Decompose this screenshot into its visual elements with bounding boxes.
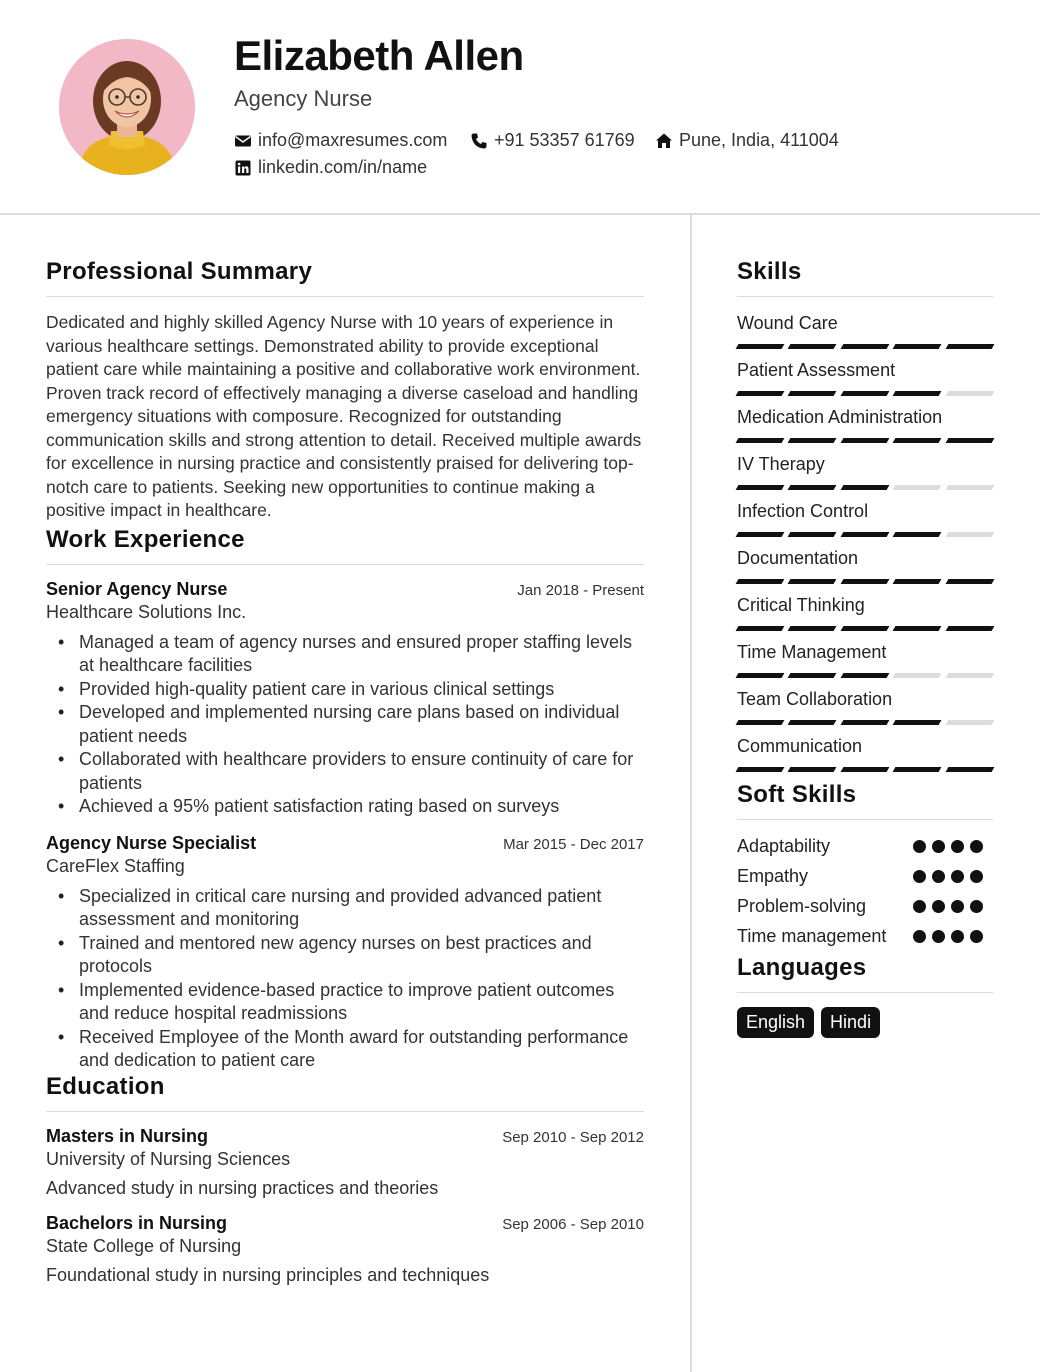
skill-level-segment bbox=[840, 626, 889, 631]
school-name: State College of Nursing bbox=[46, 1235, 242, 1256]
side-column bbox=[737, 258, 993, 1038]
skill-level-segment bbox=[736, 579, 785, 584]
skill-level-bar bbox=[737, 344, 993, 349]
education-entry bbox=[46, 1213, 644, 1286]
job-bullet: • Received Employee of the Month award for outstanding performance and dedication to patient care bbox=[46, 1026, 644, 1073]
skill-level-segment bbox=[736, 485, 785, 490]
soft-skill-rating bbox=[913, 840, 993, 853]
skill-name: Medication Administration bbox=[737, 407, 943, 427]
skill-level-segment bbox=[840, 485, 889, 490]
soft-skills-heading: Soft Skills bbox=[737, 781, 993, 820]
skill-name: Patient Assessment bbox=[737, 360, 896, 380]
skill-item bbox=[737, 311, 993, 349]
soft-skill-item bbox=[737, 834, 993, 864]
education-description: Advanced study in nursing practices and theories bbox=[46, 1177, 439, 1198]
skill-level-segment bbox=[893, 532, 942, 537]
skill-level-bar bbox=[737, 626, 993, 631]
summary-heading: Professional Summary bbox=[46, 258, 644, 297]
rating-dot bbox=[932, 870, 945, 883]
skill-level-segment bbox=[736, 438, 785, 443]
skill-level-bar bbox=[737, 579, 993, 584]
skill-name: Communication bbox=[737, 736, 863, 756]
skill-level-segment bbox=[893, 579, 942, 584]
skill-level-segment bbox=[736, 626, 785, 631]
skill-level-segment bbox=[840, 579, 889, 584]
skill-name: Wound Care bbox=[737, 313, 838, 333]
skill-level-segment bbox=[840, 438, 889, 443]
skill-level-segment bbox=[945, 438, 994, 443]
education-date: Sep 2010 - Sep 2012 bbox=[502, 1128, 644, 1146]
skill-level-segment bbox=[736, 391, 785, 396]
skill-level-segment bbox=[788, 767, 837, 772]
rating-dot bbox=[970, 870, 983, 883]
skill-item bbox=[737, 358, 993, 396]
skill-level-segment bbox=[893, 391, 942, 396]
skill-level-bar bbox=[737, 485, 993, 490]
skill-level-segment bbox=[788, 438, 837, 443]
skill-level-segment bbox=[893, 720, 942, 725]
skill-level-segment bbox=[788, 626, 837, 631]
soft-skill-name: Time management bbox=[737, 926, 887, 946]
linkedin-text: linkedin.com/in/name bbox=[258, 157, 428, 177]
rating-dot bbox=[913, 930, 926, 943]
rating-dot bbox=[932, 840, 945, 853]
summary-text: Dedicated and highly skilled Agency Nurse with 10 years of experience in various healthcare settings. Demonstrated ability to provide exceptional patient care while maintaining a positive and collaborative work environment. Proven track record of effectively managing a diverse caseload and handling emergency situations with composure. Recognized for outstanding communication skills and strong attention to detail. Received multiple awards for excellence in nursing practice and consistently praised for delivering top-notch care to patients. Seeking new opportunities to continue making a positive impact in healthcare. bbox=[46, 312, 642, 520]
education-entry bbox=[46, 1126, 644, 1199]
education-section bbox=[46, 1073, 644, 1286]
profile-photo bbox=[59, 39, 195, 175]
experience-section bbox=[46, 526, 644, 1073]
soft-skill-name: Adaptability bbox=[737, 836, 831, 856]
education-description: Foundational study in nursing principles and techniques bbox=[46, 1264, 490, 1285]
job-bullets bbox=[46, 631, 644, 819]
rating-dot bbox=[951, 900, 964, 913]
skill-level-segment bbox=[945, 485, 994, 490]
skill-level-bar bbox=[737, 391, 993, 396]
contact-location bbox=[655, 130, 839, 151]
skill-name: Documentation bbox=[737, 548, 859, 568]
skill-level-bar bbox=[737, 720, 993, 725]
skill-level-segment bbox=[893, 344, 942, 349]
contact-phone[interactable] bbox=[470, 130, 635, 151]
skill-level-segment bbox=[736, 673, 785, 678]
skill-level-segment bbox=[840, 673, 889, 678]
skill-level-segment bbox=[788, 720, 837, 725]
skill-level-segment bbox=[945, 673, 994, 678]
skill-name: Infection Control bbox=[737, 501, 869, 521]
contact-email[interactable] bbox=[234, 130, 447, 151]
job-company: CareFlex Staffing bbox=[46, 855, 185, 876]
skill-level-segment bbox=[840, 391, 889, 396]
skill-level-segment bbox=[736, 767, 785, 772]
skill-level-segment bbox=[840, 767, 889, 772]
skill-level-segment bbox=[945, 720, 994, 725]
resume-header bbox=[0, 0, 1040, 215]
skill-level-segment bbox=[788, 391, 837, 396]
home-icon bbox=[655, 132, 673, 150]
skill-level-bar bbox=[737, 438, 993, 443]
rating-dot bbox=[970, 930, 983, 943]
skill-level-segment bbox=[945, 344, 994, 349]
skill-item bbox=[737, 640, 993, 678]
skill-level-segment bbox=[736, 344, 785, 349]
school-name: University of Nursing Sciences bbox=[46, 1148, 291, 1169]
avatar-illustration-icon bbox=[59, 39, 195, 175]
rating-dot bbox=[970, 840, 983, 853]
job-bullet: • Specialized in critical care nursing and provided advanced patient assessment and monitoring bbox=[46, 885, 644, 932]
languages-heading: Languages bbox=[737, 954, 993, 993]
skill-level-segment bbox=[893, 485, 942, 490]
job-bullet: • Developed and implemented nursing care plans based on individual patient needs bbox=[46, 701, 644, 748]
skill-level-segment bbox=[788, 485, 837, 490]
languages-section bbox=[737, 954, 993, 1038]
rating-dot bbox=[913, 900, 926, 913]
degree-title: Masters in Nursing bbox=[46, 1125, 209, 1146]
skills-heading: Skills bbox=[737, 258, 993, 297]
rating-dot bbox=[970, 900, 983, 913]
job-bullet: • Provided high-quality patient care in various clinical settings bbox=[46, 678, 644, 702]
skill-item bbox=[737, 593, 993, 631]
job-company: Healthcare Solutions Inc. bbox=[46, 601, 247, 622]
soft-skill-rating bbox=[913, 900, 993, 913]
skill-level-segment bbox=[945, 767, 994, 772]
skill-name: Time Management bbox=[737, 642, 887, 662]
skill-level-segment bbox=[840, 532, 889, 537]
skill-level-segment bbox=[893, 767, 942, 772]
email-text: info@maxresumes.com bbox=[258, 130, 448, 150]
linkedin-icon bbox=[234, 159, 252, 177]
rating-dot bbox=[932, 900, 945, 913]
main-column bbox=[46, 258, 644, 1286]
skill-level-segment bbox=[945, 391, 994, 396]
summary-section bbox=[46, 258, 644, 523]
skill-level-segment bbox=[788, 579, 837, 584]
envelope-icon bbox=[234, 132, 252, 150]
job-title: Agency Nurse Specialist bbox=[46, 832, 257, 853]
rating-dot bbox=[932, 930, 945, 943]
phone-text: +91 53357 61769 bbox=[494, 130, 635, 150]
rating-dot bbox=[913, 870, 926, 883]
rating-dot bbox=[951, 870, 964, 883]
skill-level-bar bbox=[737, 532, 993, 537]
job-bullet: • Trained and mentored new agency nurses on best practices and protocols bbox=[46, 932, 644, 979]
soft-skill-item bbox=[737, 894, 993, 924]
skills-section bbox=[737, 258, 993, 772]
candidate-title: Agency Nurse bbox=[234, 86, 373, 111]
degree-title: Bachelors in Nursing bbox=[46, 1212, 228, 1233]
experience-heading: Work Experience bbox=[46, 526, 644, 565]
skill-item bbox=[737, 687, 993, 725]
soft-skill-rating bbox=[913, 870, 993, 883]
job-entry bbox=[46, 579, 644, 819]
skill-level-segment bbox=[945, 579, 994, 584]
skill-level-segment bbox=[893, 438, 942, 443]
contact-linkedin[interactable] bbox=[234, 157, 427, 178]
soft-skill-item bbox=[737, 864, 993, 894]
candidate-name: Elizabeth Allen bbox=[234, 32, 524, 79]
rating-dot bbox=[951, 840, 964, 853]
soft-skill-rating bbox=[913, 930, 993, 943]
skill-item bbox=[737, 546, 993, 584]
education-heading: Education bbox=[46, 1073, 644, 1112]
skill-level-segment bbox=[788, 344, 837, 349]
skill-item bbox=[737, 499, 993, 537]
skill-level-segment bbox=[736, 720, 785, 725]
rating-dot bbox=[913, 840, 926, 853]
job-bullet: • Achieved a 95% patient satisfaction rating based on surveys bbox=[46, 795, 644, 819]
job-bullet: • Collaborated with healthcare providers to ensure continuity of care for patients bbox=[46, 748, 644, 795]
job-bullets bbox=[46, 885, 644, 1073]
education-date: Sep 2006 - Sep 2010 bbox=[502, 1215, 644, 1233]
location-text: Pune, India, 411004 bbox=[679, 130, 839, 150]
column-divider bbox=[690, 215, 692, 1372]
language-tag: English bbox=[737, 1007, 814, 1038]
skills-list bbox=[737, 311, 993, 772]
job-date: Mar 2015 - Dec 2017 bbox=[503, 835, 644, 853]
skill-name: IV Therapy bbox=[737, 454, 825, 474]
rating-dot bbox=[951, 930, 964, 943]
skill-item bbox=[737, 405, 993, 443]
skill-level-segment bbox=[840, 344, 889, 349]
skill-name: Critical Thinking bbox=[737, 595, 865, 615]
soft-skill-name: Problem-solving bbox=[737, 896, 867, 916]
soft-skills-list bbox=[737, 834, 993, 954]
skill-level-bar bbox=[737, 767, 993, 772]
language-tags bbox=[737, 1007, 993, 1038]
skill-item bbox=[737, 734, 993, 772]
job-title: Senior Agency Nurse bbox=[46, 578, 228, 599]
skill-level-segment bbox=[788, 673, 837, 678]
skill-level-segment bbox=[893, 673, 942, 678]
job-bullet: • Managed a team of agency nurses and ensured proper staffing levels at healthcare facilities bbox=[46, 631, 644, 678]
skill-level-segment bbox=[893, 626, 942, 631]
skill-level-segment bbox=[736, 532, 785, 537]
skill-level-segment bbox=[840, 720, 889, 725]
skill-name: Team Collaboration bbox=[737, 689, 893, 709]
skill-level-segment bbox=[945, 532, 994, 537]
skill-level-segment bbox=[788, 532, 837, 537]
skill-level-bar bbox=[737, 673, 993, 678]
skill-level-segment bbox=[945, 626, 994, 631]
language-tag: Hindi bbox=[821, 1007, 880, 1038]
job-date: Jan 2018 - Present bbox=[517, 581, 644, 599]
skill-item bbox=[737, 452, 993, 490]
soft-skills-section bbox=[737, 781, 993, 954]
job-entry bbox=[46, 833, 644, 1073]
soft-skill-name: Empathy bbox=[737, 866, 809, 886]
phone-icon bbox=[470, 132, 488, 150]
soft-skill-item bbox=[737, 924, 993, 954]
job-bullet: • Implemented evidence-based practice to improve patient outcomes and reduce hospital readmissions bbox=[46, 979, 644, 1026]
